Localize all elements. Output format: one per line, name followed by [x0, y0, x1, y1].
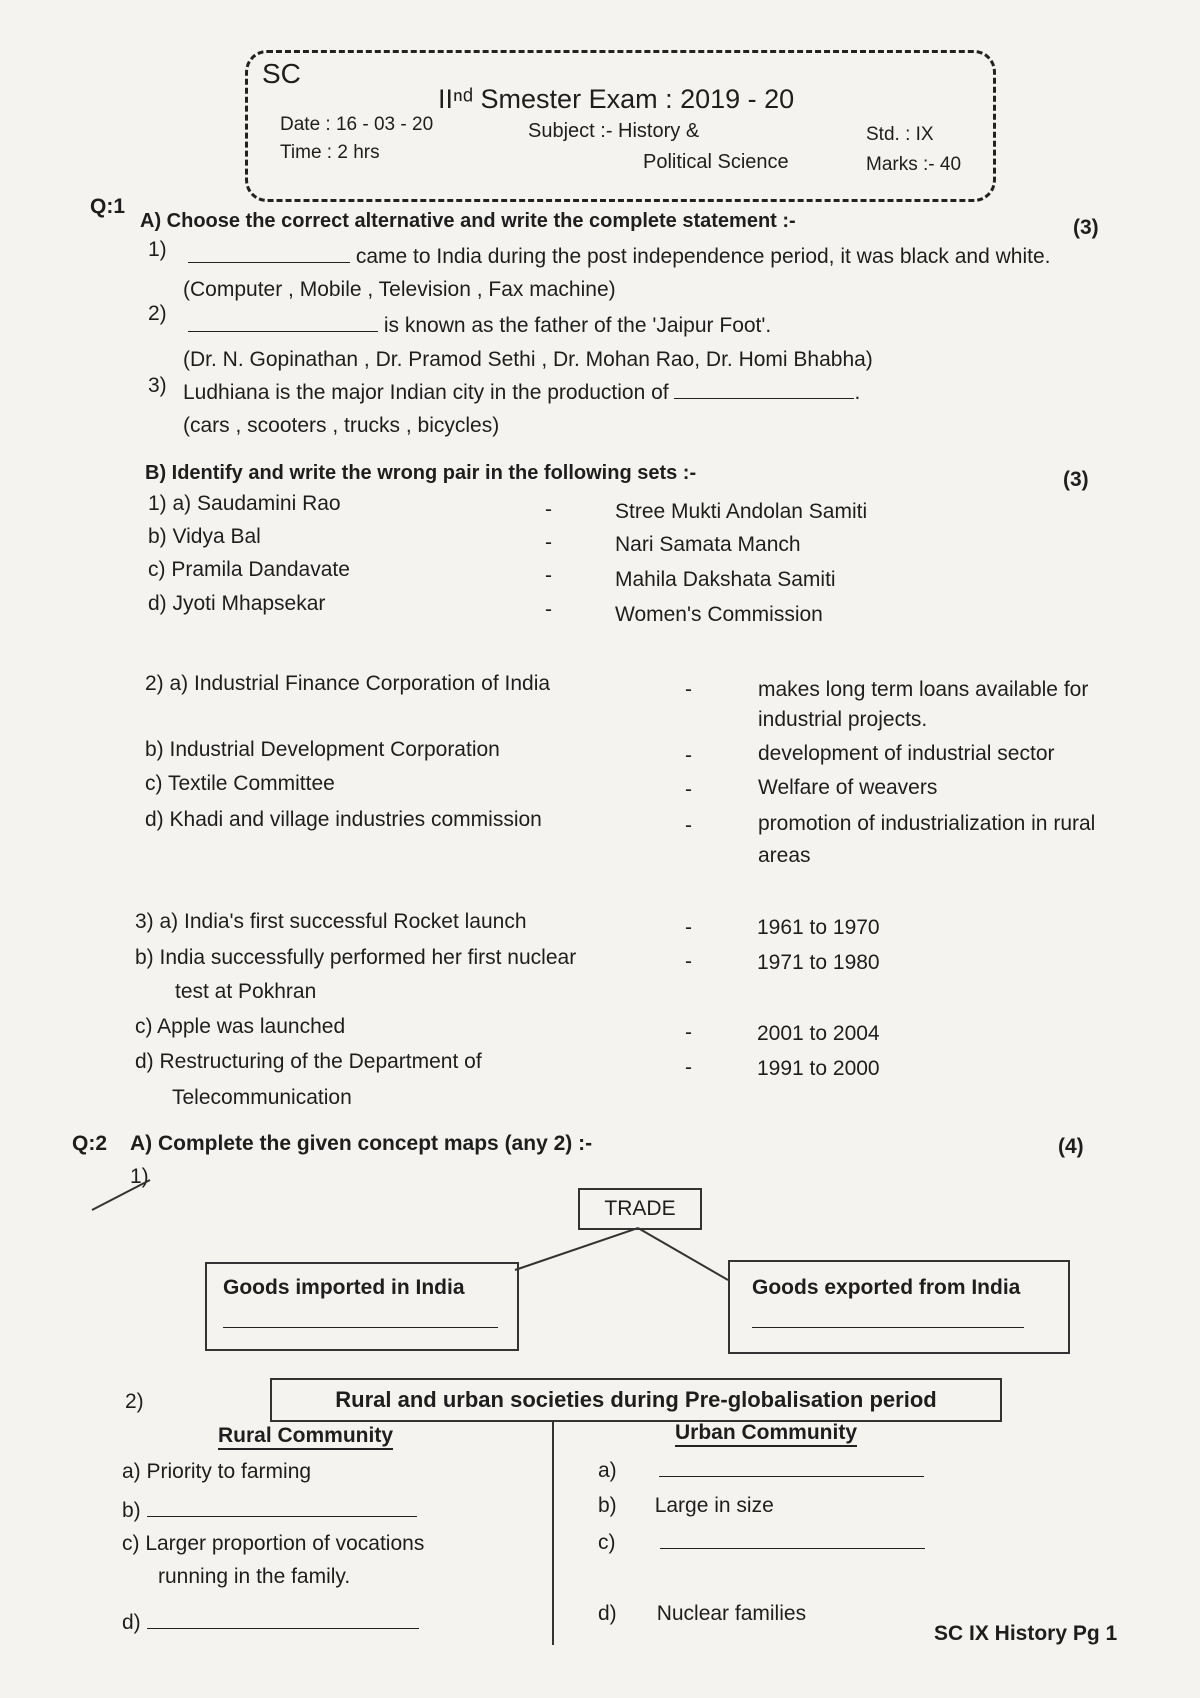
- set3-row-d-pair: 1991 to 2000: [757, 1057, 880, 1080]
- set2-row-d-dash: -: [685, 814, 692, 837]
- set2-row-d-label: d) Khadi and village industries commission: [145, 808, 542, 831]
- pen-stroke: [92, 1180, 150, 1210]
- set3-row-c-label: c) Apple was launched: [135, 1015, 346, 1038]
- q2-label: Q:2: [72, 1132, 108, 1155]
- exam-std: Std. : IX: [866, 124, 934, 145]
- set2-row-b-dash: -: [685, 744, 692, 767]
- urban-item-d-label: d): [598, 1602, 617, 1625]
- q1a-item2-options: (Dr. N. Gopinathan , Dr. Pramod Sethi , Dr. Mohan Rao, Dr. Homi Bhabha): [183, 348, 873, 371]
- q1a-item1-text: came to India during the post independence period, it was black and white.: [355, 245, 1051, 268]
- set1-row-a-dash: -: [545, 498, 552, 521]
- set1-row-b-label: b) Vidya Bal: [148, 525, 261, 548]
- urban-item-a-label: a): [598, 1459, 617, 1482]
- exam-title: IIⁿᵈ Smester Exam : 2019 - 20: [438, 84, 795, 114]
- rural-item-c: c) Larger proportion of vocations: [122, 1532, 425, 1555]
- q1-label: Q:1: [90, 195, 126, 218]
- q1a-marks: (3): [1073, 216, 1099, 239]
- connector-right: [638, 1228, 728, 1280]
- q1a-heading: A) Choose the correct alternative and write the complete statement :-: [140, 210, 796, 232]
- set1-row-b-dash: -: [545, 531, 552, 554]
- exports-box: [728, 1260, 1070, 1354]
- set3-row-a-dash: -: [685, 916, 692, 939]
- q1a-item3-options: (cars , scooters , trucks , bicycles): [183, 414, 500, 437]
- exam-date: Date : 16 - 03 - 20: [280, 114, 434, 135]
- set3-row-b-dash: -: [685, 950, 692, 973]
- set1-row-b-pair: Nari Samata Manch: [615, 533, 801, 556]
- exam-subject: Subject :- History &: [528, 120, 700, 142]
- rural-item-b: [122, 1498, 417, 1523]
- map1-num: 1): [130, 1165, 149, 1188]
- q1b-heading: B) Identify and write the wrong pair in the following sets :-: [145, 462, 697, 484]
- set3-row-a-pair: 1961 to 1970: [757, 916, 880, 939]
- q1a-item3: Ludhiana is the major Indian city in the production of .: [183, 381, 861, 404]
- q2-marks: (4): [1058, 1135, 1084, 1158]
- set3-row-b-pair: 1971 to 1980: [757, 951, 880, 974]
- exports-label: Goods exported from India: [752, 1276, 1021, 1299]
- map2-num: 2): [125, 1390, 144, 1413]
- urban-item-d-text: Nuclear families: [656, 1602, 807, 1625]
- set2-row-a-label: 2) a) Industrial Finance Corporation of India: [145, 672, 551, 695]
- q1a-item1-num: 1): [148, 238, 167, 261]
- connector-left: [515, 1228, 638, 1270]
- set1-row-d-label: d) Jyoti Mhapsekar: [148, 592, 326, 615]
- set2-row-a-pair: makes long term loans available for: [758, 678, 1089, 701]
- set2-row-c-label: c) Textile Committee: [145, 772, 335, 795]
- set3-row-d-label: d) Restructuring of the Department of: [135, 1050, 482, 1073]
- set3-row-b-label: b) India successfully performed her first nuclear: [135, 946, 577, 969]
- set2-row-d-pair-line2: areas: [758, 844, 811, 867]
- trade-root-box: [578, 1188, 702, 1230]
- set2-row-c-pair: Welfare of weavers: [758, 776, 938, 799]
- urban-item-a: [598, 1458, 924, 1483]
- trade-root-label: TRADE: [604, 1197, 676, 1220]
- set3-row-b-label-line2: test at Pokhran: [175, 980, 317, 1003]
- set3-row-c-dash: -: [685, 1021, 692, 1044]
- exam-time: Time : 2 hrs: [280, 142, 380, 163]
- imports-box: [205, 1262, 519, 1351]
- map2-title-box: [270, 1378, 1002, 1422]
- urban-item-c-label: c): [598, 1531, 616, 1554]
- exam-marks: Marks :- 40: [866, 154, 962, 175]
- urban-item-b-label: b): [598, 1494, 617, 1517]
- q1a-item3-num: 3): [148, 374, 167, 397]
- set1-row-d-dash: -: [545, 598, 552, 621]
- q1b-marks: (3): [1063, 468, 1089, 491]
- urban-item-b: [598, 1494, 774, 1518]
- q1a-item2-text: is known as the father of the 'Jaipur Foot'.: [383, 314, 772, 337]
- set2-row-c-dash: -: [685, 778, 692, 801]
- exam-subject-line2: Political Science: [643, 151, 789, 173]
- q2-heading: A) Complete the given concept maps (any 2) :-: [130, 1132, 593, 1155]
- urban-heading: Urban Community: [675, 1421, 857, 1447]
- set2-row-b-pair: development of industrial sector: [758, 742, 1055, 765]
- rural-item-d: [122, 1610, 419, 1635]
- header-code: SC: [262, 58, 301, 89]
- urban-item-b-text: Large in size: [654, 1494, 774, 1517]
- q1a-item2-num: 2): [148, 302, 167, 325]
- map2-title: Rural and urban societies during Pre-globalisation period: [335, 1387, 937, 1412]
- urban-item-d: [598, 1602, 806, 1626]
- set2-row-d-pair: promotion of industrialization in rural: [758, 812, 1096, 835]
- set3-row-d-label-line2: Telecommunication: [172, 1086, 352, 1109]
- urban-item-c: [598, 1530, 925, 1555]
- exports-blank: [752, 1309, 1024, 1328]
- set2-row-a-dash: -: [685, 678, 692, 701]
- set1-row-d-pair: Women's Commission: [615, 603, 823, 626]
- set3-row-a-label: 3) a) India's first successful Rocket launch: [135, 910, 527, 933]
- q1a-item1-options: (Computer , Mobile , Television , Fax machine): [183, 278, 616, 301]
- set3-row-d-dash: -: [685, 1056, 692, 1079]
- imports-blank: [223, 1309, 498, 1328]
- rural-heading: Rural Community: [218, 1424, 393, 1450]
- rural-item-d-label: d): [122, 1611, 141, 1634]
- set1-row-c-pair: Mahila Dakshata Samiti: [615, 568, 836, 591]
- set1-row-c-label: c) Pramila Dandavate: [148, 558, 350, 581]
- set2-row-b-label: b) Industrial Development Corporation: [145, 738, 500, 761]
- set1-row-a-label: 1) a) Saudamini Rao: [148, 492, 341, 515]
- page-footer: SC IX History Pg 1: [934, 1622, 1118, 1645]
- rural-item-c-line2: running in the family.: [158, 1565, 351, 1588]
- set1-row-c-dash: -: [545, 564, 552, 587]
- q1a-item3-text: Ludhiana is the major Indian city in the production of: [183, 381, 669, 404]
- rural-item-b-label: b): [122, 1499, 141, 1522]
- rural-item-a: a) Priority to farming: [122, 1460, 312, 1483]
- set1-row-a-pair: Stree Mukti Andolan Samiti: [615, 500, 868, 523]
- set2-row-a-pair-line2: industrial projects.: [758, 708, 928, 731]
- set3-row-c-pair: 2001 to 2004: [757, 1022, 880, 1045]
- imports-label: Goods imported in India: [223, 1276, 465, 1299]
